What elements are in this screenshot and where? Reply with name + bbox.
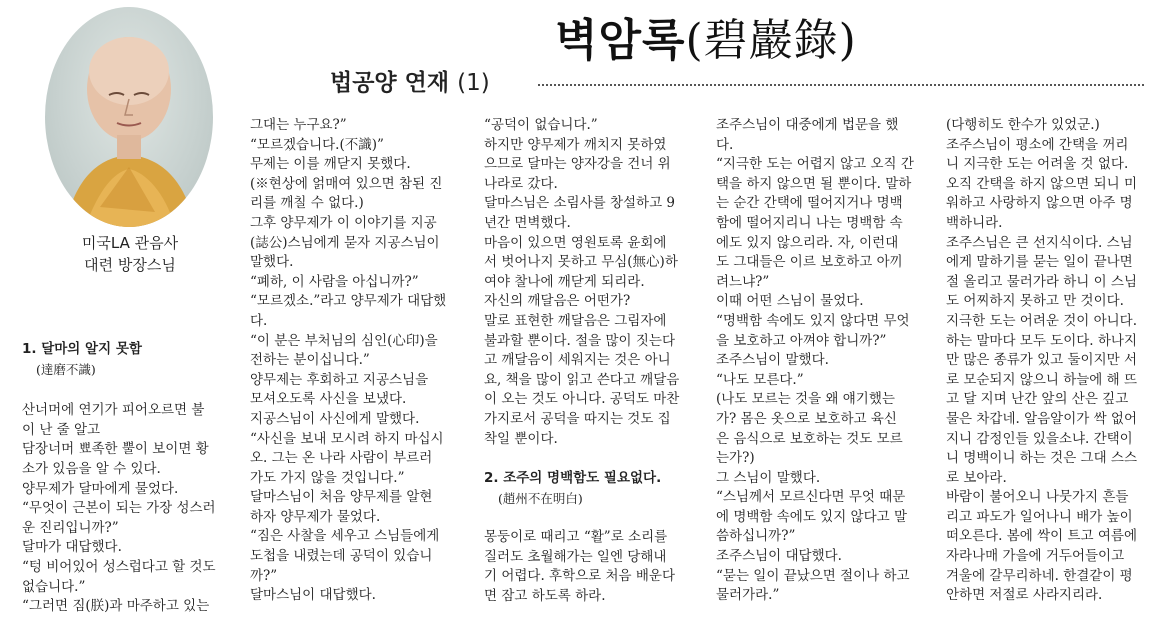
text-line: “이 분은 부처님의 심인(心印)을	[250, 332, 438, 349]
text-line: 백하니라.	[946, 214, 1003, 231]
text-line: 나라로 갔다.	[484, 175, 558, 192]
text-column-1	[22, 340, 244, 617]
text-line: 다.	[716, 136, 734, 153]
text-line: 말했다.	[250, 254, 294, 271]
text-line: 하지만 양무제가 깨치지 못하였	[484, 136, 667, 153]
text-line: 조주스님은 큰 선지식이다. 스님	[946, 234, 1133, 251]
series-heading: 법공양 연재 (1)	[330, 70, 490, 96]
text-line: 씀하십니까?”	[716, 528, 796, 545]
text-line: 양무제가 달마에게 물었다.	[22, 480, 179, 497]
text-line: “묻는 일이 끝났으면 절이나 하고	[716, 567, 910, 584]
text-line: 양무제는 후회하고 지공스님을	[250, 371, 429, 388]
text-line: “텅 비어있어 성스럽다고 할 것도	[22, 558, 216, 575]
text-line: 오. 그는 온 나라 사람이 부르러	[250, 450, 433, 467]
text-line: “지극한 도는 어렵지 않고 오직 간	[716, 156, 914, 173]
text-line: 여야 찰나에 깨닫게 되리라.	[484, 273, 645, 290]
text-line: (나도 모르는 것을 왜 얘기했는	[716, 391, 895, 408]
column-4-body	[716, 116, 938, 606]
text-line: 조주스님이 대답했다.	[716, 548, 842, 565]
text-line: 도첩을 내렸는데 공덕이 있습니	[250, 548, 433, 565]
text-line: 이때 어떤 스님이 물었다.	[716, 293, 864, 310]
text-line: 없습니다.”	[22, 578, 86, 595]
text-line: 면 잠고 하도록 하라.	[484, 588, 606, 605]
text-line: 에게 말하기를 묻는 일이 끝나면	[946, 254, 1133, 271]
text-line: “무엇이 근본이 되는 가장 성스러	[22, 500, 216, 517]
text-line: 몽둥이로 때리고 “활”로 소리를	[484, 529, 668, 546]
text-line: 가지로서 공덕을 따지는 것도 집	[484, 410, 671, 427]
text-line: 그대는 누구요?”	[250, 117, 347, 133]
text-line: 이 난 줄 알고	[22, 421, 101, 438]
text-line: 가도 가지 않을 것입니다.”	[250, 469, 405, 486]
text-line: 서 벗어나지 못하고 무심(無心)하	[484, 254, 678, 271]
text-line: 기 어렵다. 후학으로 처음 배운다	[484, 568, 675, 585]
text-line: 년간 면벽했다.	[484, 214, 571, 231]
text-line: 니 지극한 도는 어려울 것 없다.	[946, 156, 1129, 173]
text-line: 는 순간 간택에 떨어지거나 명백	[716, 195, 903, 212]
text-line: 질러도 초월해가는 일엔 당해내	[484, 548, 667, 565]
text-line: 자라나매 가을에 거두어들이고	[946, 548, 1125, 565]
text-line: 에 명백함 속에도 있지 않다고 말	[716, 508, 907, 525]
text-line: 고 달 지며 난간 앞의 산은 깊고	[946, 391, 1129, 408]
text-line: 바람이 불어오니 나뭇가지 흔들	[946, 489, 1129, 506]
column-1-body	[22, 401, 244, 617]
text-line: 택을 하지 않으면 될 뿐이다. 말하	[716, 175, 912, 192]
text-line: 고 깨달음이 세워지는 것은 아니	[484, 352, 671, 369]
text-line: 조주스님이 대중에게 법문을 했	[716, 117, 899, 133]
dotted-divider	[538, 84, 1144, 86]
text-line: “폐하, 이 사람을 아십니까?”	[250, 273, 419, 290]
column-2-body	[250, 116, 472, 606]
text-line: 그후 양무제가 이 이야기를 지공	[250, 214, 437, 231]
text-line: 달마스님이 대답했다.	[250, 587, 376, 604]
text-line: 함에 떨어지리니 나는 명백함 속	[716, 214, 903, 231]
text-line: 모셔오도록 사신을 보냈다.	[250, 391, 407, 408]
portrait-caption: 미국LA 관음사 대련 방장스님	[81, 234, 179, 274]
text-line: 마음이 있으면 영원토록 윤회에	[484, 234, 667, 251]
text-line: 물러가라.”	[716, 587, 780, 604]
text-column-3	[484, 116, 706, 607]
text-line: 려느냐?”	[716, 273, 770, 290]
text-line: 에도 있지 않으리라. 자, 이런대	[716, 234, 899, 251]
text-line: (다행히도 한수가 있었군.)	[946, 117, 1100, 133]
text-line: 달마스님이 처음 양무제를 알현	[250, 489, 433, 506]
text-line: (誌公)스님에게 묻자 지공스님이	[250, 234, 440, 251]
text-line: 워하고 사랑하지 않으면 아주 명	[946, 195, 1133, 212]
text-line: 말로 표현한 깨달음은 그림자에	[484, 312, 667, 329]
column-3-body	[484, 116, 706, 449]
text-line: 을 보호하고 아껴야 합니까?”	[716, 332, 887, 349]
text-line: 착일 뿐이다.	[484, 430, 558, 447]
text-line: 하자 양무제가 물었다.	[250, 508, 381, 525]
text-line: “공덕이 없습니다.”	[484, 117, 598, 133]
text-column-5	[946, 116, 1168, 606]
text-line: “사신을 보내 모시려 하지 마십시	[250, 430, 444, 447]
text-line: “스님께서 모르신다면 무엇 때문	[716, 489, 906, 506]
text-line: 도 어찌하지 못하고 만 것이다.	[946, 293, 1124, 310]
text-line: 그 스님이 말했다.	[716, 469, 821, 486]
section-heading-1: 1. 달마의 알지 못함	[22, 341, 142, 357]
text-line: 절 올리고 물러가라 하니 이 스님	[946, 273, 1137, 290]
text-line: 지공스님이 사신에게 말했다.	[250, 410, 420, 427]
text-line: “그러면 짐(朕)과 마주하고 있는	[22, 598, 210, 615]
text-line: 으므로 달마는 양자강을 건너 위	[484, 156, 671, 173]
text-line: 리를 깨칠 수 없다.)	[250, 195, 364, 212]
column-3-body-after	[484, 528, 706, 606]
text-line: 소가 있음을 알 수 있다.	[22, 460, 161, 477]
text-line: (※현상에 얽매여 있으면 참된 진	[250, 175, 443, 192]
section-subheading-2: (趙州不在明白)	[498, 490, 583, 506]
text-line: 리고 파도가 일어나니 배가 높이	[946, 508, 1133, 525]
text-line: 달마스님은 소림사를 창설하고 9	[484, 195, 675, 212]
text-line: 담장너머 뾰족한 뿔이 보이면 황	[22, 441, 209, 458]
text-line: 달마가 대답했다.	[22, 539, 122, 556]
text-line: 지니 감정인들 있을소냐. 간택이	[946, 430, 1133, 447]
text-line: “명백함 속에도 있지 않다면 무엇	[716, 312, 910, 329]
text-column-2	[250, 116, 472, 606]
text-line: 하는 말마다 모두 도이다. 하나지	[946, 332, 1137, 349]
text-line: 전하는 분이십니다.”	[250, 352, 370, 369]
text-line: 이 오는 것도 아니다. 공덕도 마찬	[484, 391, 680, 408]
text-line: 만 많은 종류가 있고 둘이지만 서	[946, 352, 1137, 369]
text-line: 는가?)	[716, 450, 755, 467]
page-title: 벽암록(碧巖錄)	[555, 15, 857, 66]
text-line: 도 그대들은 이르 보호하고 아끼	[716, 254, 903, 271]
text-line: 로 모순되지 않으니 하늘에 해 뜨	[946, 371, 1137, 388]
text-line: 니 명백이니 하는 것은 그대 스스	[946, 450, 1137, 467]
text-line: “모르겠소.”라고 양무제가 대답했	[250, 293, 447, 310]
text-line: 요, 책을 많이 읽고 쓴다고 깨달음	[484, 371, 680, 388]
text-line: “짐은 사찰을 세우고 스님들에게	[250, 528, 440, 545]
text-line: 가? 몸은 옷으로 보호하고 육신	[716, 410, 897, 427]
text-line: 지극한 도는 어려운 것이 아니다.	[946, 312, 1137, 329]
section-subheading-1: (達磨不識)	[36, 361, 96, 377]
text-line: 떠오른다. 봄에 싹이 트고 여름에	[946, 528, 1137, 545]
text-line: 겨울에 갈무리하네. 한결같이 평	[946, 567, 1133, 584]
column-5-body	[946, 116, 1168, 606]
text-line: 로 보아라.	[946, 469, 1007, 486]
text-line: 다.	[250, 312, 268, 329]
text-line: 산너머에 연기가 피어오르면 불	[22, 402, 205, 419]
text-line: 자신의 깨달음은 어떤가?	[484, 293, 631, 310]
text-line: 은 음식으로 보호하는 것도 모르	[716, 430, 903, 447]
text-column-4	[716, 116, 938, 606]
text-line: 조주스님이 말했다.	[716, 352, 829, 369]
text-line: 까?”	[250, 567, 278, 584]
text-line: 물은 차갑네. 알음알이가 싹 없어	[946, 410, 1137, 427]
text-line: “모르겠습니다.(不識)”	[250, 136, 384, 153]
text-line: 운 진리입니까?”	[22, 519, 119, 536]
section-heading-2: 2. 조주의 명백함도 필요없다.	[484, 470, 662, 487]
monk-portrait	[45, 7, 213, 227]
text-line: 조주스님이 평소에 간택을 꺼리	[946, 136, 1129, 153]
text-line: 오직 간택을 하지 않으면 되니 미	[946, 175, 1137, 192]
text-line: 무제는 이를 깨닫지 못했다.	[250, 156, 411, 173]
text-line: 안하면 저절로 사라지리라.	[946, 587, 1103, 604]
text-line: 불과할 뿐이다. 절을 많이 짓는다	[484, 332, 675, 349]
text-line: “나도 모른다.”	[716, 371, 804, 388]
